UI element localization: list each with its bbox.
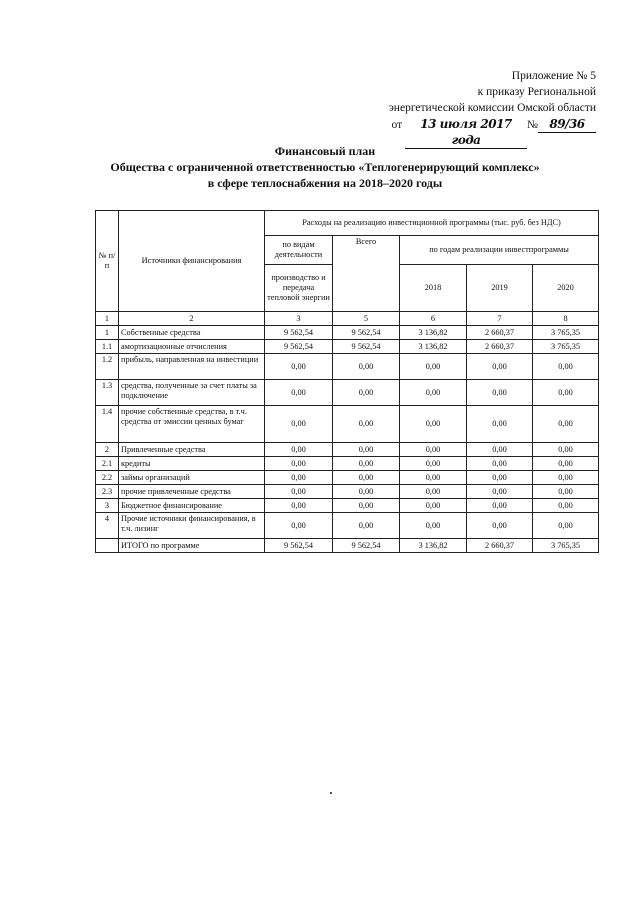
table-row: [96, 354, 599, 380]
row-value-activity: 0,00: [265, 443, 333, 457]
row-num: 2.2: [96, 471, 119, 485]
row-value-2020: 0,00: [533, 471, 599, 485]
row-value-total: 0,00: [333, 471, 400, 485]
table-row: [96, 485, 599, 499]
header-total: Всего: [333, 236, 400, 312]
col-number: 1: [96, 312, 119, 326]
row-value-2020: 0,00: [533, 406, 599, 443]
row-source-name: кредиты: [119, 457, 265, 471]
header-year-2020: 2020: [533, 265, 599, 312]
header-num: № п/п: [96, 211, 119, 312]
row-value-activity: 0,00: [265, 406, 333, 443]
row-source-name: ИТОГО по программе: [119, 539, 265, 553]
row-value-2018: 0,00: [400, 354, 467, 380]
table-row: [96, 471, 599, 485]
col-number: 5: [333, 312, 400, 326]
row-value-total: 9 562,54: [333, 340, 400, 354]
row-value-2019: 0,00: [467, 499, 533, 513]
appendix-block: [336, 68, 596, 149]
row-value-2020: 0,00: [533, 380, 599, 406]
row-source-name: прочие собственные средства, в т.ч. средства от эмиссии ценных бумаг: [119, 406, 265, 443]
row-value-activity: 0,00: [265, 471, 333, 485]
row-value-total: 0,00: [333, 406, 400, 443]
handwritten-date: 13 июля 2017 года: [405, 116, 527, 149]
row-value-2019: 2 660,37: [467, 539, 533, 553]
row-value-total: 0,00: [333, 499, 400, 513]
col-number: 2: [119, 312, 265, 326]
row-num: 1: [96, 326, 119, 340]
appendix-line-1: Приложение № 5: [511, 70, 596, 82]
row-source-name: Привлеченные средства: [119, 443, 265, 457]
row-value-2019: 2 660,37: [467, 340, 533, 354]
row-value-2018: 0,00: [400, 471, 467, 485]
table-row: [96, 326, 599, 340]
row-source-name: Бюджетное финансирование: [119, 499, 265, 513]
row-value-total: 0,00: [333, 457, 400, 471]
row-value-2018: 0,00: [400, 485, 467, 499]
header-year-2018: 2018: [400, 265, 467, 312]
row-value-2018: 3 136,82: [400, 539, 467, 553]
number-label: №: [527, 119, 538, 131]
row-value-total: 9 562,54: [333, 539, 400, 553]
handwritten-number: 89/36: [538, 116, 596, 133]
table-row: [96, 443, 599, 457]
header-year-2019: 2019: [467, 265, 533, 312]
row-num: 3: [96, 499, 119, 513]
row-value-2020: 0,00: [533, 443, 599, 457]
table-row: [96, 499, 599, 513]
row-num: 2: [96, 443, 119, 457]
row-value-activity: 0,00: [265, 485, 333, 499]
table-row: [96, 457, 599, 471]
row-value-activity: 0,00: [265, 354, 333, 380]
row-value-2019: 0,00: [467, 471, 533, 485]
row-value-2018: 3 136,82: [400, 340, 467, 354]
table-row: [96, 340, 599, 354]
header-source: Источники финансирования: [119, 211, 265, 312]
header-by-activity: по видам деятельности: [265, 236, 333, 265]
row-value-2020: 0,00: [533, 499, 599, 513]
row-value-total: 0,00: [333, 513, 400, 539]
header-activity-type: производство и передача тепловой энергии: [265, 265, 333, 312]
row-source-name: средства, полученные за счет платы за подключение: [119, 380, 265, 406]
row-value-2020: 3 765,35: [533, 340, 599, 354]
row-value-total: 0,00: [333, 354, 400, 380]
title-line-2: Общества с ограниченной ответственностью «Теплогенерирующий комплекс»: [110, 160, 540, 174]
row-num: [96, 539, 119, 553]
header-by-years: по годам реализации инвестпрограммы: [400, 236, 599, 265]
title-line-1: Финансовый план: [274, 144, 376, 158]
row-value-2018: 0,00: [400, 380, 467, 406]
table-row: [96, 539, 599, 553]
row-value-2019: 0,00: [467, 457, 533, 471]
row-value-2018: 0,00: [400, 443, 467, 457]
financial-plan-table: [95, 210, 599, 553]
col-number: 8: [533, 312, 599, 326]
row-value-2019: 0,00: [467, 380, 533, 406]
row-value-2020: 0,00: [533, 457, 599, 471]
row-value-2019: 0,00: [467, 406, 533, 443]
row-value-2019: 0,00: [467, 354, 533, 380]
row-value-2018: 0,00: [400, 457, 467, 471]
row-value-2020: 0,00: [533, 513, 599, 539]
row-num: 1.4: [96, 406, 119, 443]
table-row: [96, 380, 599, 406]
row-value-2019: 0,00: [467, 443, 533, 457]
row-value-activity: 9 562,54: [265, 326, 333, 340]
row-source-name: амортизационные отчисления: [119, 340, 265, 354]
row-value-activity: 9 562,54: [265, 539, 333, 553]
row-value-2019: 0,00: [467, 485, 533, 499]
row-value-total: 0,00: [333, 443, 400, 457]
from-label: от: [391, 119, 403, 131]
row-value-2019: 0,00: [467, 513, 533, 539]
row-num: 1.1: [96, 340, 119, 354]
row-value-2018: 3 136,82: [400, 326, 467, 340]
row-value-2018: 0,00: [400, 513, 467, 539]
row-source-name: Прочие источники финансирования, в т.ч. лизинг: [119, 513, 265, 539]
row-value-2020: 3 765,35: [533, 326, 599, 340]
row-value-activity: 9 562,54: [265, 340, 333, 354]
header-expenses: Расходы на реализацию инвестиционной программы (тыс. руб. без НДС): [265, 211, 599, 236]
row-value-2019: 2 660,37: [467, 326, 533, 340]
col-number: 6: [400, 312, 467, 326]
row-value-activity: 0,00: [265, 513, 333, 539]
row-value-2020: 3 765,35: [533, 539, 599, 553]
row-value-activity: 0,00: [265, 457, 333, 471]
row-value-activity: 0,00: [265, 380, 333, 406]
document-title: [90, 143, 560, 191]
col-number: 7: [467, 312, 533, 326]
page-mark: [330, 792, 332, 794]
row-value-total: 0,00: [333, 485, 400, 499]
table-body: [96, 326, 599, 553]
appendix-line-3: энергетической комиссии Омской области: [388, 102, 596, 114]
row-source-name: Собственные средства: [119, 326, 265, 340]
appendix-line-2: к приказу Региональной: [477, 86, 596, 98]
row-num: 2.3: [96, 485, 119, 499]
row-value-activity: 0,00: [265, 499, 333, 513]
row-value-2020: 0,00: [533, 485, 599, 499]
row-num: 4: [96, 513, 119, 539]
row-value-2018: 0,00: [400, 406, 467, 443]
row-value-total: 0,00: [333, 380, 400, 406]
row-source-name: прибыль, направленная на инвестиции: [119, 354, 265, 380]
title-line-3: в сфере теплоснабжения на 2018–2020 годы: [207, 176, 443, 190]
row-value-2020: 0,00: [533, 354, 599, 380]
table-row: [96, 513, 599, 539]
row-source-name: прочие привлеченные средства: [119, 485, 265, 499]
col-number: 3: [265, 312, 333, 326]
row-num: 2.1: [96, 457, 119, 471]
row-value-total: 9 562,54: [333, 326, 400, 340]
row-value-2018: 0,00: [400, 499, 467, 513]
row-num: 1.3: [96, 380, 119, 406]
row-source-name: займы организаций: [119, 471, 265, 485]
table-row: [96, 406, 599, 443]
row-num: 1.2: [96, 354, 119, 380]
